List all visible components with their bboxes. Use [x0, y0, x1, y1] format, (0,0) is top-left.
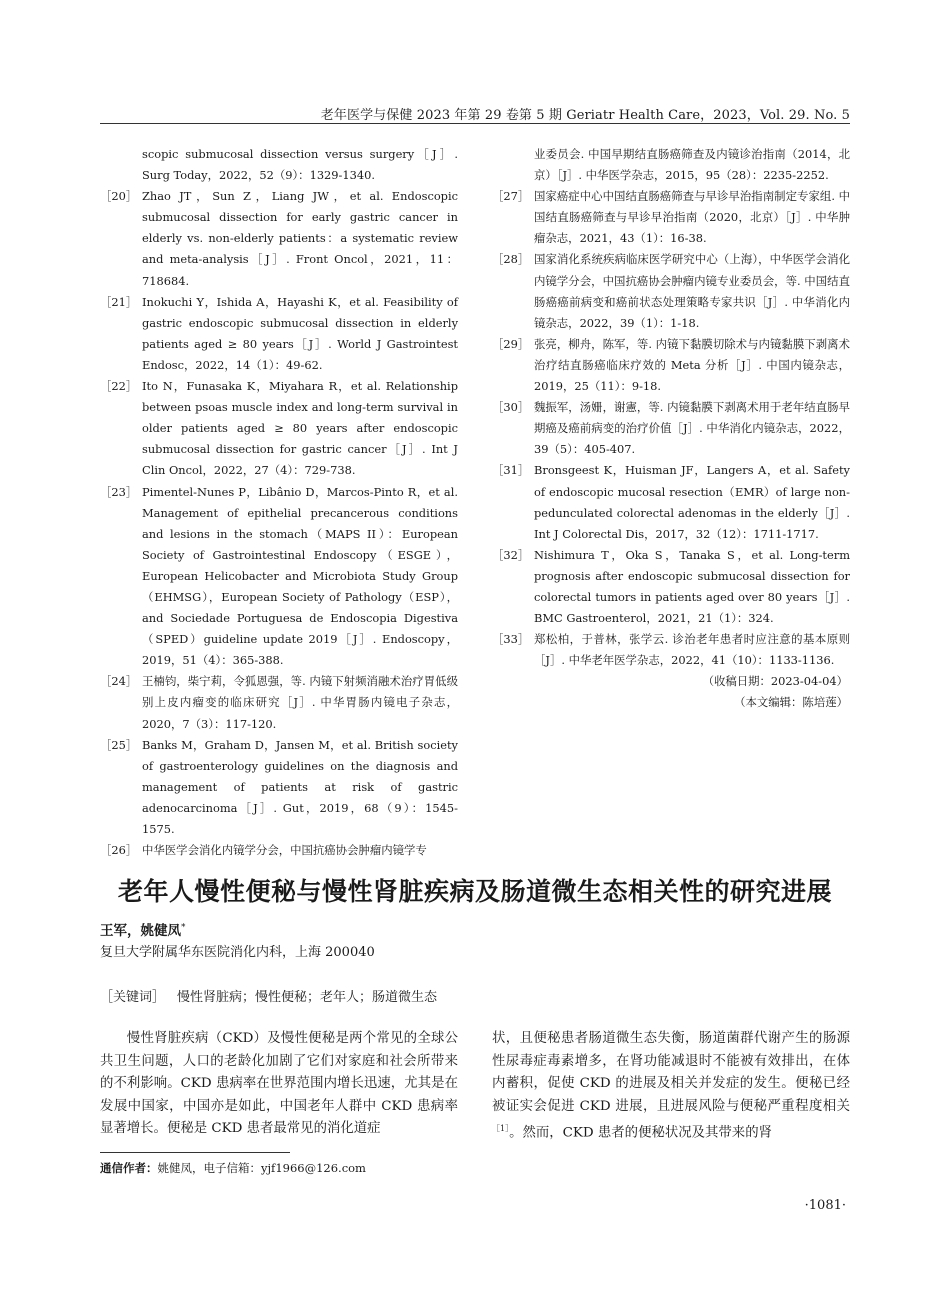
reference-text: Banks M，Graham D，Jansen M，et al. British society of gastroenterology guidelines on the diagnosis and management of patients at risk of gastric adenocarcinoma［J］. Gut，2019，68（9）：1545-1575.: [142, 737, 458, 836]
reference-number: ［28］: [492, 252, 530, 267]
reference-text: Bronsgeest K，Huisman JF，Langers A，et al. Safety of endoscopic mucosal resection（EMR）of large non-pedunculated colorectal adenomas in the elderly［J］. Int J Colorectal Dis，2017，32（12）：1711-1717.: [534, 463, 850, 541]
reference-text: Zhao JT，Sun Z，Liang JW，et al. Endoscopic submucosal dissection for early gastric cancer in elderly vs. non-elderly patients：a systematic review and meta-analysis［J］. Front Oncol，2021，11：718684.: [142, 189, 458, 288]
reference-item: [492, 334, 850, 397]
reference-text: 张亮，柳舟，陈军，等. 内镜下黏膜切除术与内镜黏膜下剥离术治疗结直肠癌临床疗效的 Meta 分析［J］. 中国内镜杂志，2019，25（11）：9-18.: [534, 336, 850, 394]
received-date: （收稿日期：2023-04-04）: [702, 674, 848, 689]
reference-text: 业委员会. 中国早期结直肠癌筛查及内镜诊治指南（2014，北京）［J］. 中华医学杂志，2015，95（28）：2235-2252.: [534, 147, 850, 183]
reference-text: Ito N，Funasaka K，Miyahara R，et al. Relationship between psoas muscle index and long-term survival in older patients aged ≥ 80 years after endoscopic submucosal dissection for gastric cancer［J］. Int J Clin Oncol，2022，27（4）：729-738.: [142, 379, 458, 478]
reference-number: ［32］: [492, 547, 530, 562]
body-paragraph-left: 慢性肾脏疾病（CKD）及慢性便秘是两个常见的全球公共卫生问题，人口的老龄化加剧了它们对家庭和社会所带来的不利影响。CKD 患病率在世界范围内增长迅速，尤其是在发展中国家，中国亦是如此，中国老年人群中 CKD 患病率显著增长。便秘是 CKD 患者最常见的消化道症: [100, 1031, 458, 1136]
references-right-column: [492, 144, 850, 713]
page-number: ·1081·: [804, 1198, 846, 1213]
article-title: 老年人慢性便秘与慢性肾脏疾病及肠道微生态相关性的研究进展: [117, 877, 832, 906]
reference-item: [100, 376, 458, 481]
reference-text: 郑松柏，于普林，张学云. 诊治老年患者时应注意的基本原则［J］. 中华老年医学杂志，2022，41（10）：1133-1136.: [534, 632, 850, 668]
corresponding-mark: *: [181, 922, 186, 933]
reference-item: [100, 186, 458, 291]
reference-text: 中华医学会消化内镜学分会，中国抗癌协会肿瘤内镜学专: [142, 843, 427, 858]
reference-number: ［33］: [492, 632, 530, 647]
footnote: [100, 1160, 366, 1176]
reference-text: 国家癌症中心中国结直肠癌筛查与早诊早治指南制定专家组. 中国结直肠癌筛查与早诊早治指南（2020，北京）［J］. 中华肿瘤杂志，2021，43（1）：16-38.: [534, 189, 850, 246]
reference-number: ［30］: [492, 400, 530, 415]
reference-item: [492, 545, 850, 629]
author-names: 王军，姚健凤: [100, 923, 181, 939]
reference-item: [100, 144, 458, 186]
footnote-divider: [100, 1152, 290, 1153]
reference-item: [492, 144, 850, 186]
reference-item: [492, 397, 850, 460]
keywords-line: [100, 986, 437, 1005]
reference-number: ［24］: [100, 674, 138, 689]
header-divider: [100, 123, 850, 124]
reference-text: scopic submucosal dissection versus surgery［J］. Surg Today，2022，52（9）：1329-1340.: [142, 147, 458, 183]
reference-number: ［22］: [100, 379, 138, 394]
reference-text: 国家消化系统疾病临床医学研究中心（上海），中华医学会消化内镜学分会，中国抗癌协会肿瘤内镜专业委员会，等. 中国结直肠癌癌前病变和癌前状态处理策略专家共识［J］. 中华消化内镜杂志，2022，39（1）：1-18.: [534, 252, 850, 330]
reference-item: [100, 482, 458, 672]
keywords-label: ［关键词］: [100, 990, 166, 1005]
reference-text: Inokuchi Y，Ishida A，Hayashi K，et al. Feasibility of gastric endoscopic submucosal dissection in elderly patients aged ≥ 80 years［J］. World J Gastrointest Endosc，2022，14（1）：49-62.: [142, 294, 458, 372]
reference-number: ［26］: [100, 843, 138, 858]
article-authors: [100, 919, 186, 939]
editor-note: （本文编辑：陈培莲）: [734, 695, 848, 710]
references-left-column: [100, 144, 458, 861]
reference-number: ［20］: [100, 189, 138, 204]
article-affiliation: 复旦大学附属华东医院消化内科，上海 200040: [100, 945, 375, 960]
keywords-text: 慢性肾脏病；慢性便秘；老年人；肠道微生态: [177, 990, 438, 1005]
running-head: 老年医学与保健 2023 年第 29 卷第 5 期 Geriatr Health Care，2023，Vol. 29. No. 5: [320, 108, 850, 123]
footnote-label: 通信作者：: [100, 1161, 158, 1175]
citation-1: ［1］: [492, 1124, 510, 1133]
reference-text: Pimentel-Nunes P，Libânio D，Marcos-Pinto R，et al. Management of epithelial precancerous conditions and lesions in the stomach（MAPS II）：European Society of Gastrointestinal Endoscopy（ESGE），European Helicobacter and Microbiota Study Group（EHMSG），European Society of Pathology（ESP），and Sociedade Portuguesa de Endoscopia Digestiva（SPED）guideline update 2019［J］. Endoscopy，2019，51（4）：365-388.: [142, 484, 458, 668]
reference-text: Nishimura T，Oka S，Tanaka S，et al. Long-term prognosis after endoscopic submucosal dissection for colorectal tumors in patients aged over 80 years［J］. BMC Gastroenterol，2021，21（1）：324.: [534, 547, 850, 626]
reference-text: 王楠钧，柴宁莉，令狐恩强，等. 内镜下射频消融术治疗胃低级别上皮内瘤变的临床研究［J］. 中华胃肠内镜电子杂志，2020，7（3）：117-120.: [142, 674, 458, 731]
body-text-a: 状，且便秘患者肠道微生态失衡，肠道菌群代谢产生的肠源性尿毒症毒素增多，在肾功能减退时不能被有效排出，在体内蓄积，促使 CKD 的进展及相关并发症的发生。便秘已经被证实会促进 CKD 进展，且进展风险与便秘严重程度相关: [492, 1031, 850, 1114]
reference-number: ［27］: [492, 189, 530, 204]
reference-item: [492, 460, 850, 544]
reference-number: ［25］: [100, 737, 138, 752]
reference-number: ［23］: [100, 484, 138, 499]
reference-item: [100, 840, 458, 861]
reference-number: ［31］: [492, 463, 530, 478]
reference-number: ［21］: [100, 294, 138, 309]
body-paragraph-right: [492, 1028, 850, 1145]
reference-item: [100, 671, 458, 734]
reference-item: [492, 629, 850, 671]
footnote-text: 姚健凤，电子信箱：yjf1966@126.com: [157, 1161, 366, 1175]
reference-item: [100, 735, 458, 840]
reference-text: 魏振军，汤姗，谢憲，等. 内镜黏膜下剥离术用于老年结直肠早期癌及癌前病变的治疗价值［J］. 中华消化内镜杂志，2022，39（5）：405-407.: [534, 400, 850, 457]
reference-item: [100, 292, 458, 376]
body-text-b: 。然而，CKD 患者的便秘状况及其带来的肾: [509, 1125, 772, 1141]
reference-item: [492, 186, 850, 249]
reference-number: ［29］: [492, 336, 530, 351]
reference-item: [492, 249, 850, 333]
